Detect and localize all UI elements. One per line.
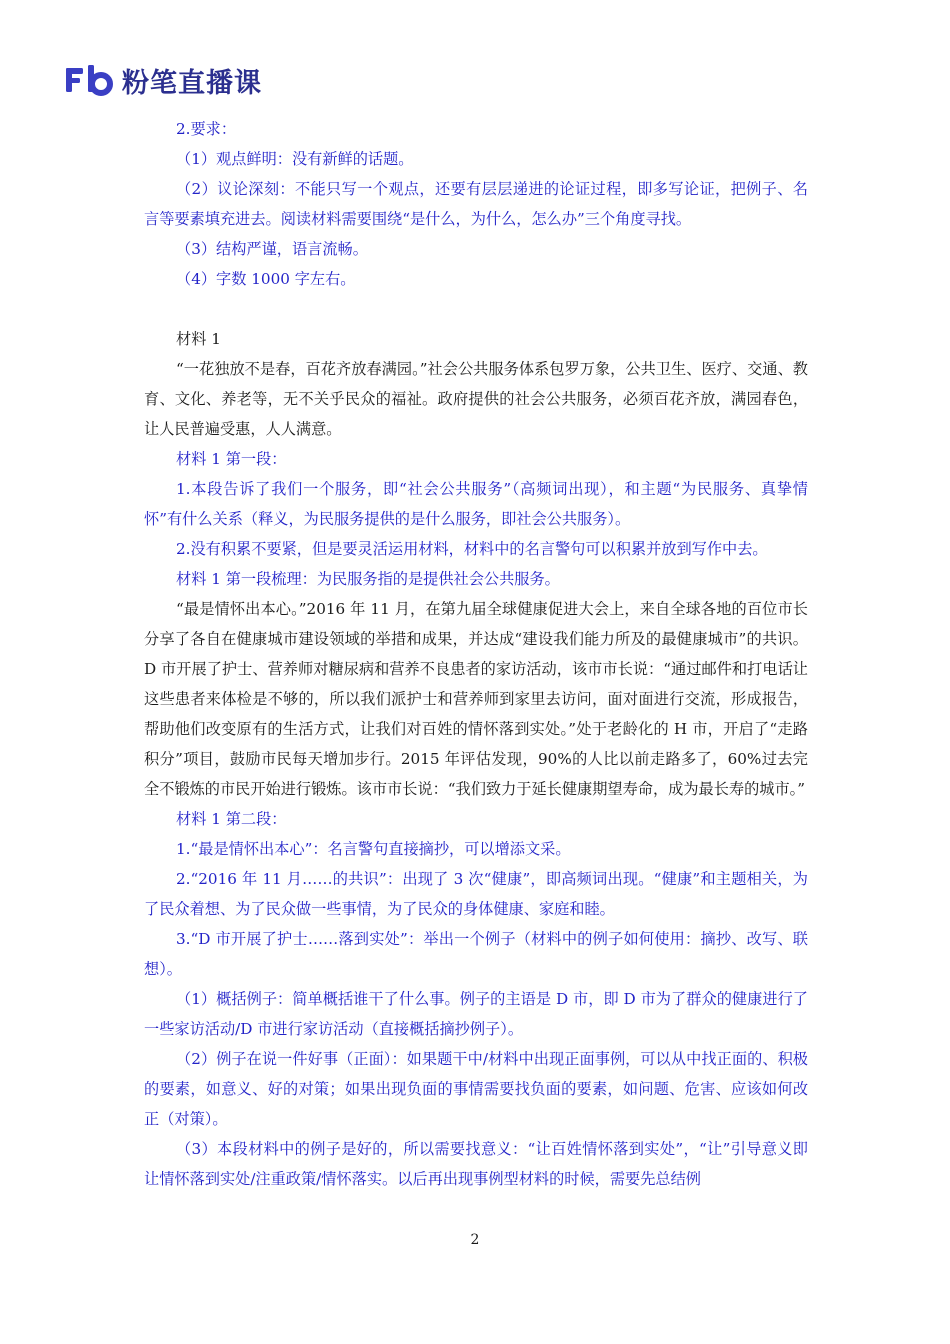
spacer: [144, 294, 808, 324]
requirement-item: （4）字数 1000 字左右。: [176, 270, 356, 288]
material-paragraph: “一花独放不是春，百花齐放春满园。”社会公共服务体系包罗万象，公共卫生、医疗、交通、教育、文化、养老等，无不关乎民众的福祉。政府提供的社会公共服务，必须百花齐放，满园春色，让人民普遍受惠，人人满意。: [144, 360, 808, 438]
analysis-subitem: （1）概括例子：简单概括谁干了什么事。例子的主语是 D 市，即 D 市为了群众的健康进行了一些家访活动/D 市进行家访活动（直接概括摘抄例子）。: [144, 990, 808, 1038]
analysis-item: 1.“最是情怀出本心”：名言警句直接摘抄，可以增添文采。: [176, 840, 571, 858]
logo-text: 粉笔直播课: [122, 67, 262, 99]
analysis-subitem: （3）本段材料中的例子是好的，所以需要找意义：“让百姓情怀落到实处”，“让”引导意义即让情怀落到实处/注重政策/情怀落实。以后再出现事例型材料的时候，需要先总结例: [144, 1140, 808, 1188]
requirement-item: （1）观点鲜明：没有新鲜的话题。: [176, 150, 414, 168]
analysis-item: 2.没有积累不要紧，但是要灵活运用材料，材料中的名言警句可以积累并放到写作中去。: [176, 540, 768, 558]
analysis-summary: 材料 1 第一段梳理：为民服务指的是提供社会公共服务。: [176, 570, 560, 588]
requirement-item: （2）议论深刻：不能只写一个观点，还要有层层递进的论证过程，即多写论证，把例子、名言等要素填充进去。阅读材料需要围绕“是什么，为什么，怎么办”三个角度寻找。: [144, 180, 808, 228]
analysis-item: 2.“2016 年 11 月……的共识”：出现了 3 次“健康”，即高频词出现。“健康”和主题相关，为了民众着想、为了民众做一些事情，为了民众的身体健康、家庭和睦。: [144, 870, 808, 918]
analysis-item: 3.“D 市开展了护士……落到实处”：举出一个例子（材料中的例子如何使用：摘抄、改写、联想）。: [144, 930, 808, 978]
header: [64, 60, 262, 100]
material-paragraph: “最是情怀出本心。”2016 年 11 月，在第九届全球健康促进大会上，来自全球各地的百位市长分享了各自在健康城市建设领域的举措和成果，并达成“建设我们能力所及的最健康城市”的共识。D 市开展了护士、营养师对糖尿病和营养不良患者的家访活动，该市市长说：“通过邮件和打电话让这些患者来体检是不够的，所以我们派护士和营养师到家里去访问，面对面进行交流，形成报告，帮助他们改变原有的生活方式，让我们对百姓的情怀落到实处。”处于老龄化的 H 市，开启了“走路积分”项目，鼓励市民每天增加步行。2015 年评估发现，90%的人比以前走路多了，60%过去完全不锻炼的市民开始进行锻炼。该市市长说：“我们致力于延长健康期望寿命，成为最长寿的城市。”: [144, 600, 808, 798]
fenbi-logo-icon: [64, 63, 116, 97]
requirement-item: （3）结构严谨，语言流畅。: [176, 240, 368, 258]
analysis-heading: 材料 1 第一段：: [176, 450, 287, 468]
requirements-heading: 2.要求：: [176, 120, 237, 138]
analysis-heading: 材料 1 第二段：: [176, 810, 287, 828]
analysis-subitem: （2）例子在说一件好事（正面）：如果题干中/材料中出现正面事例，可以从中找正面的、积极的要素，如意义、好的对策；如果出现负面的事情需要找负面的要素，如问题、危害、应该如何改正（对策）。: [144, 1050, 808, 1128]
page-number: 2: [470, 1232, 480, 1248]
document-body: [144, 114, 808, 1194]
material-title: 材料 1: [176, 330, 221, 348]
analysis-item: 1.本段告诉了我们一个服务，即“社会公共服务”（高频词出现），和主题“为民服务、真挚情怀”有什么关系（释义，为民服务提供的是什么服务，即社会公共服务）。: [144, 480, 808, 528]
